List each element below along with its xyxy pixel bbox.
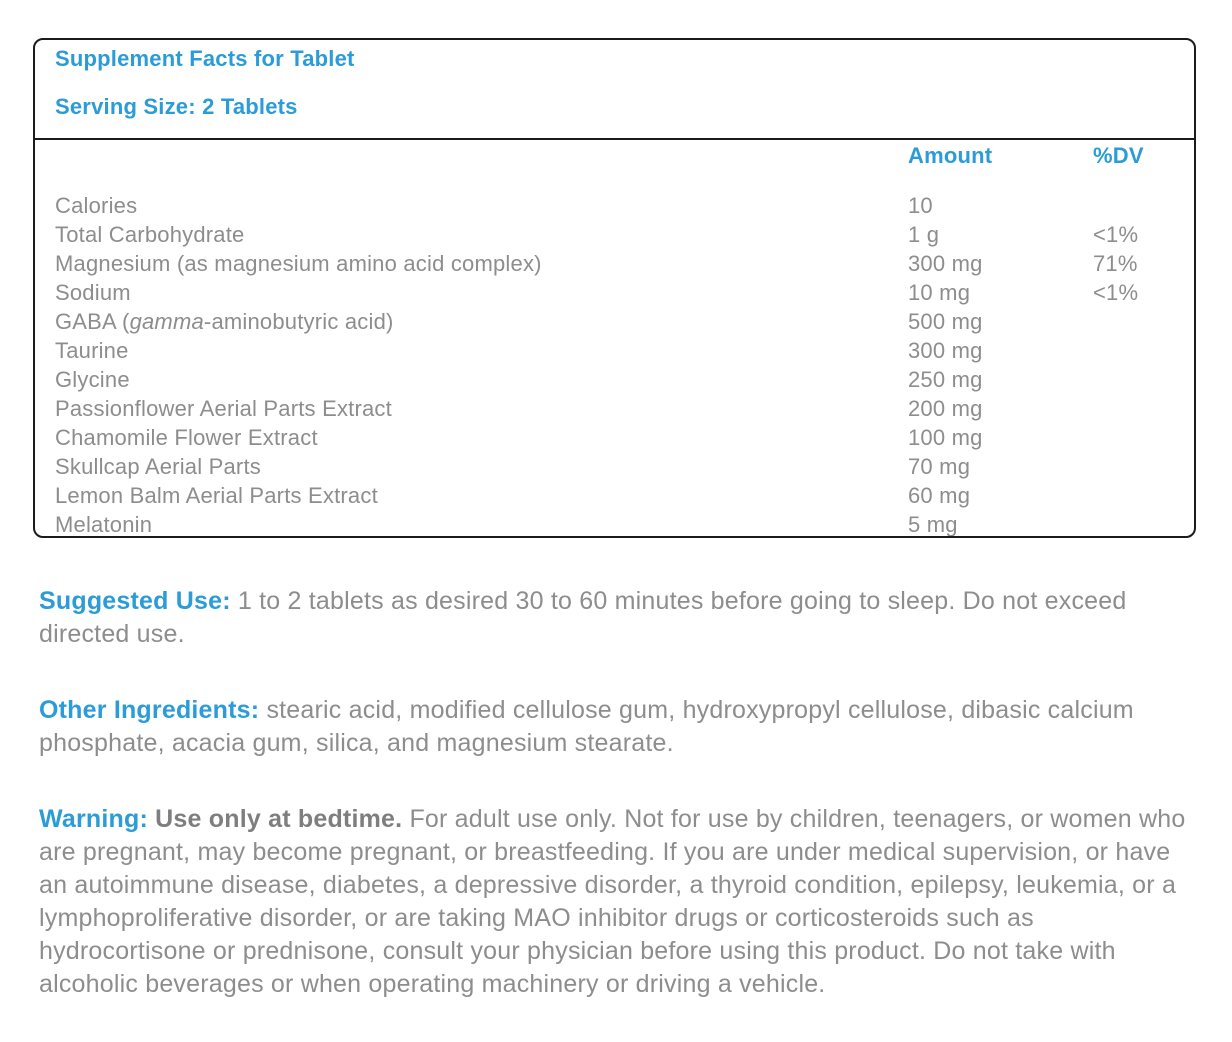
serving-size: Serving Size: 2 Tablets	[55, 94, 298, 119]
ingredient-amount: 1 g	[908, 222, 940, 247]
header-spacer	[55, 143, 908, 169]
other-ingredients-section	[39, 694, 1197, 760]
ingredient-name: GABA (gamma-aminobutyric acid)	[55, 309, 394, 334]
ingredient-name: Glycine	[55, 367, 130, 392]
ingredient-dv	[1093, 336, 1194, 365]
table-row	[35, 481, 1194, 510]
table-row	[35, 249, 1194, 278]
ingredient-amount: 200 mg	[908, 396, 983, 421]
suggested-use-label: Suggested Use:	[39, 587, 231, 615]
ingredient-amount: 500 mg	[908, 309, 983, 334]
warning-label: Warning:	[39, 805, 148, 833]
ingredient-amount: 300 mg	[908, 251, 983, 276]
suggested-use-section	[39, 585, 1197, 651]
suggested-use-text: 1 to 2 tablets as desired 30 to 60 minutes before going to sleep. Do not exceed directed use.	[39, 587, 1127, 648]
other-ingredients-text: stearic acid, modified cellulose gum, hydroxypropyl cellulose, dibasic calcium phosphate, acacia gum, silica, and magnesium stearate.	[39, 696, 1134, 757]
table-row	[35, 394, 1194, 423]
table-row	[35, 452, 1194, 481]
ingredient-name: Taurine	[55, 338, 129, 363]
ingredient-name: Melatonin	[55, 512, 153, 537]
warning-section	[39, 803, 1197, 1001]
other-ingredients-label: Other Ingredients:	[39, 696, 260, 724]
ingredient-dv	[1093, 481, 1194, 510]
ingredient-name: Lemon Balm Aerial Parts Extract	[55, 483, 378, 508]
ingredient-name: Chamomile Flower Extract	[55, 425, 318, 450]
amount-column-header: Amount	[908, 143, 993, 168]
table-row	[35, 365, 1194, 394]
dv-column-header: %DV	[1093, 143, 1144, 168]
warning-text: For adult use only. Not for use by children, teenagers, or women who are pregnant, may become pregnant, or breastfeeding. If you are under medical supervision, or have an autoimmune disease, diabetes, a depressive disorder, a thyroid condition, epilepsy, leukemia, or a lymphoproliferative disorder, or are taking MAO inhibitor drugs or corticosteroids such as hydrocortisone or prednisone, consult your physician before using this product. Do not take with alcoholic beverages or when operating machinery or driving a vehicle.	[39, 805, 1186, 998]
ingredient-dv: 71%	[1093, 251, 1138, 276]
table-row	[35, 307, 1194, 336]
ingredient-amount: 300 mg	[908, 338, 983, 363]
ingredient-dv	[1093, 394, 1194, 423]
ingredient-amount: 10 mg	[908, 280, 971, 305]
table-header-row	[35, 143, 1194, 169]
ingredient-dv	[1093, 452, 1194, 481]
supplement-facts-panel	[33, 38, 1196, 538]
table-row	[35, 278, 1194, 307]
table-row	[35, 191, 1194, 220]
ingredient-amount: 10	[908, 193, 933, 218]
table-row	[35, 510, 1194, 538]
panel-body	[35, 140, 1194, 538]
ingredient-dv: <1%	[1093, 222, 1139, 247]
ingredient-dv: <1%	[1093, 280, 1139, 305]
panel-header	[35, 40, 1194, 140]
ingredient-amount: 100 mg	[908, 425, 983, 450]
ingredient-name: Sodium	[55, 280, 131, 305]
warning-bold-lead: Use only at bedtime.	[155, 805, 403, 833]
ingredient-name: Magnesium (as magnesium amino acid complex)	[55, 251, 542, 276]
ingredient-name: Calories	[55, 193, 138, 218]
ingredient-name: Total Carbohydrate	[55, 222, 245, 247]
ingredient-dv	[1093, 307, 1194, 336]
ingredient-dv	[1093, 510, 1194, 538]
ingredient-dv	[1093, 423, 1194, 452]
ingredient-dv	[1093, 191, 1194, 220]
ingredient-amount: 60 mg	[908, 483, 971, 508]
panel-title: Supplement Facts for Tablet	[55, 46, 355, 71]
ingredient-dv	[1093, 365, 1194, 394]
table-row	[35, 423, 1194, 452]
table-row	[35, 220, 1194, 249]
table-row	[35, 336, 1194, 365]
ingredient-amount: 5 mg	[908, 512, 958, 537]
ingredient-name: Skullcap Aerial Parts	[55, 454, 261, 479]
ingredient-amount: 250 mg	[908, 367, 983, 392]
ingredient-amount: 70 mg	[908, 454, 971, 479]
ingredient-name: Passionflower Aerial Parts Extract	[55, 396, 392, 421]
